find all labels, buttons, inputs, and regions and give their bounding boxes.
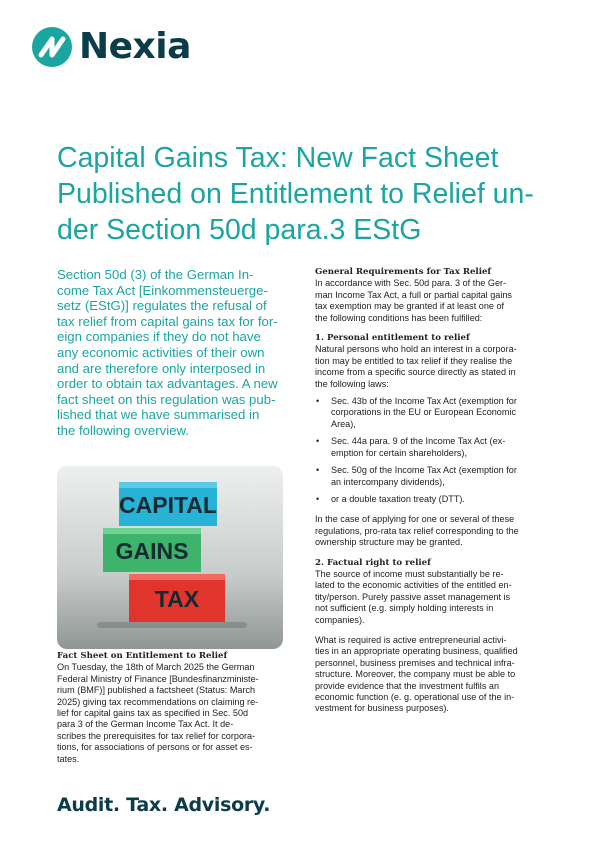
list-item-line: Area), [331, 418, 356, 429]
text-line: Federal Ministry of Finance [Bundesfinanzministe- [57, 673, 259, 684]
text-line: provide evidence that the investment fulfils an [315, 680, 500, 691]
list-item-line: • or a double taxation treaty (DTT). [331, 493, 465, 504]
intro-line: Section 50d (3) of the German In- [57, 267, 254, 282]
text-line: lated to the economic activities of the entitled en- [315, 580, 512, 591]
text-line: Natural persons who hold an interest in a corpora- [315, 344, 517, 355]
text-line: The source of income must substantially be re- [315, 568, 504, 579]
nexia-logo[interactable] [31, 26, 191, 68]
section-heading: Fact Sheet on Entitlement to Relief [57, 651, 228, 661]
list-item-line: corporations in the EU or European Economic [331, 407, 517, 418]
list-item [315, 396, 545, 430]
section-heading: General Requirements for Tax Relief [315, 267, 492, 277]
text-line: man Income Tax Act, a full or partial capital gains [315, 289, 512, 300]
intro-line: lished that we have summarised in [57, 407, 260, 423]
text-line: In the case of applying for one or several of these [315, 514, 515, 525]
text-line: para 3 of the German Income Tax Act. It de- [57, 719, 234, 730]
text-line: tions, for associations of persons or for asset es- [57, 742, 253, 753]
capital-gains-tax-photo [57, 466, 283, 649]
title-line: Capital Gains Tax: New Fact Sheet [57, 142, 499, 174]
intro-line: and are therefore only interposed in [57, 360, 266, 376]
text-line: the following conditions has been fulfilled: [315, 312, 483, 323]
intro-line: eign companies if they do not have [57, 329, 261, 345]
gains-block-label: GAINS [115, 538, 189, 564]
text-line: the following laws: [315, 378, 389, 389]
list-item-line: • Sec. 43b of the Income Tax Act (exemption for [331, 396, 517, 407]
title-line: der Section 50d para.3 EStG [57, 214, 422, 246]
right-column [315, 267, 545, 715]
text-line: tity/person. Purely passive asset management is [315, 591, 511, 602]
intro-line: the following overview. [57, 422, 189, 438]
text-line: rium (BMF)] published a factsheet (Status: March [57, 685, 256, 696]
text-line: What is required is active entrepreneurial activi- [315, 634, 507, 645]
footer-tagline: Audit. Tax. Advisory. [57, 794, 271, 816]
list-item-line: • Sec. 44a para. 9 of the Income Tax Act (ex- [331, 436, 506, 447]
intro-paragraph [57, 267, 282, 439]
intro-line: order to obtain tax advantages. A new [57, 376, 278, 392]
text-line: tax exemption may be granted if at least one of [315, 301, 505, 312]
text-line: economic function (e. g. operational use of the in- [315, 692, 515, 702]
text-line: On Tuesday, the 18th of March 2025 the German [57, 662, 255, 673]
page-title [57, 140, 557, 248]
brand-name: Nexia [79, 26, 191, 67]
factual-paragraph-2 [315, 635, 545, 715]
text-line: ownership structure may be granted. [315, 537, 463, 548]
text-line: In accordance with Sec. 50d para. 3 of the Ger- [315, 278, 507, 289]
intro-line: fact sheet on this regulation was pub- [57, 391, 276, 407]
pro-rata-paragraph [315, 514, 545, 548]
list-item [315, 465, 545, 488]
title-line: Published on Entitlement to Relief un- [57, 178, 534, 210]
section-heading: 1. Personal entitlement to relief [315, 333, 470, 344]
text-line: structure. Moreover, the company must be able to [315, 669, 516, 680]
list-item-line: emption for certain shareholders), [331, 447, 467, 458]
text-line: vestment for business purposes). [315, 703, 449, 714]
general-requirements-section [315, 267, 545, 324]
tax-block-label: TAX [154, 586, 200, 612]
text-line: not sufficient (e.g. simply holding interests in [315, 603, 494, 614]
text-line: regulations, pro-rata tax relief corresponding to the [315, 525, 519, 536]
text-line: income from a specific source directly as stated in [315, 367, 516, 378]
text-line: ties in an appropriate operating business, qualified [315, 646, 518, 657]
section-heading: 2. Factual right to relief [315, 557, 431, 568]
capital-block-label: CAPITAL [119, 492, 217, 518]
list-item [315, 494, 545, 505]
text-line: tion may be entitled to tax relief if they realise the [315, 355, 513, 366]
intro-line: come Tax Act [Einkommensteuerge- [57, 282, 268, 298]
text-line: personnel, business premises and technical infra- [315, 657, 515, 668]
personal-entitlement-section [315, 333, 545, 549]
intro-line: tax relief from capital gains tax for for- [57, 313, 278, 329]
text-line: 2025) giving tax recommendations on claiming re- [57, 696, 259, 707]
factual-paragraph-1 [315, 569, 545, 626]
text-line: tates. [57, 753, 80, 764]
list-item [315, 436, 545, 459]
fact-sheet-section [57, 651, 283, 765]
blocks-illustration [57, 466, 283, 649]
intro-line: setz (EStG)] regulates the refusal of [57, 298, 267, 314]
intro-line: any economic activities of their own [57, 344, 265, 360]
text-line: companies). [315, 614, 365, 625]
laws-list [315, 396, 545, 505]
nexia-logo-icon [31, 26, 73, 68]
list-item-line: • Sec. 50g of the Income Tax Act (exemption for [331, 465, 517, 476]
text-line: scribes the prerequisites for tax relief for corpora- [57, 730, 256, 741]
list-item-line: an intercompany dividends), [331, 476, 445, 487]
factual-right-section [315, 558, 545, 715]
text-line: lief for capital gains tax as specified in Sec. 50d [57, 708, 249, 719]
